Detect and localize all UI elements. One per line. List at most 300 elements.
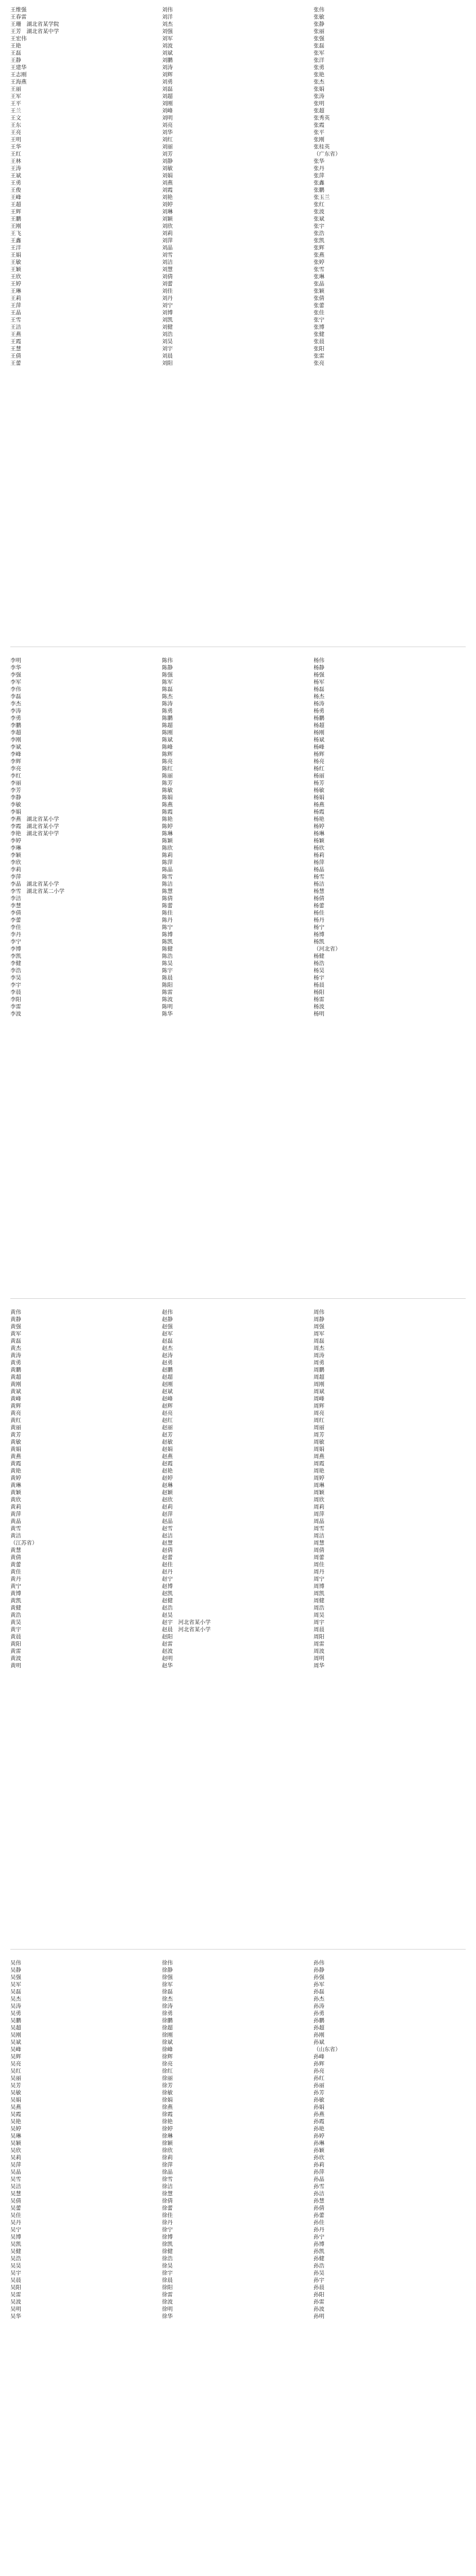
name-entry: 李慧: [10, 903, 21, 909]
name-entry: 张琳: [314, 274, 324, 280]
name-entry: 杨娟: [314, 794, 324, 801]
name-entry: 周佳: [314, 1562, 324, 1568]
name-entry: 孙丹: [314, 2227, 324, 2233]
name-entry: 杨明: [314, 1011, 324, 1017]
name-entry: 王洁: [10, 324, 21, 330]
name-entry: 孙明: [314, 2313, 324, 2319]
name-entry: 赵娟: [162, 1446, 173, 1452]
name-entry: 陈洁: [162, 881, 173, 887]
name-entry: 徐勇: [162, 2010, 173, 2016]
name-entry: 陈琳: [162, 831, 173, 837]
name-entry: 陈涛: [162, 701, 173, 707]
name-entry: 徐伟: [162, 1960, 173, 1966]
name-entry: 孙婷: [314, 2133, 324, 2139]
name-entry: 黄丽: [10, 1425, 21, 1431]
name-entry: 陈佳: [162, 910, 173, 916]
name-entry: 杨军: [314, 679, 324, 685]
name-entry: 王艳: [10, 43, 21, 49]
name-entry: 杨斌: [314, 737, 324, 743]
name-entry: 赵萍: [162, 1511, 173, 1517]
section-divider: [10, 1298, 466, 1299]
name-entry: 张佳: [314, 310, 324, 316]
name-entry: 孙雷: [314, 2299, 324, 2305]
name-entry: 李欣: [10, 859, 21, 866]
name-entry: 杨丽: [314, 773, 324, 779]
name-entry: 陈莉: [162, 852, 173, 858]
name-entry: 杨慧: [314, 888, 324, 894]
name-entry: 赵杰: [162, 1345, 173, 1351]
name-entry: 张鹏: [314, 187, 324, 193]
name-entry: 杨亮: [314, 758, 324, 765]
name-entry: 陈燕: [162, 802, 173, 808]
name-entry: 王林: [10, 158, 21, 164]
name-entry: 张刚: [314, 137, 324, 143]
name-entry: 孙亮: [314, 2068, 324, 2074]
name-entry: 徐艳: [162, 2119, 173, 2125]
name-entry: 徐燕: [162, 2104, 173, 2110]
name-entry: 刘琳: [162, 209, 173, 215]
name-entry: 李博: [10, 946, 21, 952]
name-entry: 徐芳: [162, 2082, 173, 2089]
name-entry: 张丽: [314, 28, 324, 35]
name-entry: 赵静: [162, 1316, 173, 1323]
name-entry: 吴阳: [10, 2284, 21, 2291]
name-entry: 张晨: [314, 338, 324, 345]
name-entry: 周宇: [314, 1619, 324, 1625]
name-entry: 吴磊: [10, 1989, 21, 1995]
name-entry: 陈波: [162, 996, 173, 1003]
name-entry: 孙艳: [314, 2126, 324, 2132]
name-entry: 吴浩: [10, 2256, 21, 2262]
name-entry: 杨艳: [314, 816, 324, 822]
name-entry: 陈宁: [162, 924, 173, 930]
name-entry: 李峰: [10, 751, 21, 757]
name-entry: 周华: [314, 1663, 324, 1669]
name-entry: 李健: [10, 960, 21, 967]
name-entry: 孙娟: [314, 2104, 324, 2110]
name-entry: 刘静: [162, 158, 173, 164]
name-entry: 黄勇: [10, 1360, 21, 1366]
name-entry: 吴华: [10, 2313, 21, 2319]
name-entry: 徐雪: [162, 2176, 173, 2182]
name-entry: 刘军: [162, 36, 173, 42]
name-entry: 杨红: [314, 766, 324, 772]
name-entry: 王燕: [10, 331, 21, 337]
name-entry: 吴刚: [10, 2032, 21, 2038]
name-entry: 赵雷: [162, 1641, 173, 1647]
name-entry: 赵明: [162, 1655, 173, 1662]
name-entry: 李磊: [10, 693, 21, 700]
name-entry: （广东省）: [314, 151, 341, 157]
name-entry: 吴伟: [10, 1960, 21, 1966]
name-entry: 王晶: [10, 310, 21, 316]
name-entry: 杨晨: [314, 982, 324, 988]
name-entry: 张红: [314, 201, 324, 208]
name-entry: 刘佳: [162, 288, 173, 294]
name-entry: 徐慧: [162, 2191, 173, 2197]
name-entry: 黄波: [10, 1655, 21, 1662]
name-entry: 陈军: [162, 679, 173, 685]
name-entry: 孙佳: [314, 2219, 324, 2226]
name-entry: 刘健: [162, 324, 173, 330]
name-entry: 陈丽: [162, 773, 173, 779]
name-entry: 黄浩: [10, 1612, 21, 1618]
name-entry: 陈慧: [162, 888, 173, 894]
name-entry: 徐娟: [162, 2097, 173, 2103]
name-entry: 孙凯: [314, 2248, 324, 2255]
name-entry: 李佳: [10, 924, 21, 930]
name-entry: 杨鹏: [314, 715, 324, 721]
name-column: [314, 1959, 465, 2320]
name-entry: 周晨: [314, 1626, 324, 1633]
name-entry: 徐刚: [162, 2032, 173, 2038]
name-entry: 张敏: [314, 14, 324, 20]
name-entry: 周宁: [314, 1576, 324, 1582]
name-entry: 刘娟: [162, 173, 173, 179]
name-entry: 李华: [10, 665, 21, 671]
name-entry: 孙浩: [314, 2263, 324, 2269]
name-entry: 吴亮: [10, 2061, 21, 2067]
name-entry: （山东省）: [314, 2046, 341, 2053]
name-entry: 刘萍: [162, 238, 173, 244]
name-entry: 周雪: [314, 1526, 324, 1532]
name-entry: 王华: [10, 144, 21, 150]
name-entry: 赵健: [162, 1598, 173, 1604]
name-entry: 李娟: [10, 809, 21, 815]
name-entry: 张明: [314, 100, 324, 107]
name-entry: 杨欣: [314, 845, 324, 851]
name-entry: 刘宁: [162, 302, 173, 309]
name-entry: 杨雪: [314, 874, 324, 880]
name-entry: 杨霞: [314, 809, 324, 815]
name-entry: 张波: [314, 209, 324, 215]
name-entry: 赵涛: [162, 1352, 173, 1359]
name-entry: 李军: [10, 679, 21, 685]
name-entry: 黄慧: [10, 1547, 21, 1553]
name-entry: 孙军: [314, 1981, 324, 1988]
name-entry: 杨敏: [314, 787, 324, 793]
name-entry: 孙晨: [314, 2284, 324, 2291]
name-entry: 吴婷: [10, 2126, 21, 2132]
name-entry: 徐宇: [162, 2270, 173, 2276]
name-entry: 刘涛: [162, 64, 173, 71]
name-entry: 王磊: [10, 50, 21, 56]
name-entry: 徐涛: [162, 2003, 173, 2009]
name-entry: 徐斌: [162, 2039, 173, 2045]
name-entry: 赵欣: [162, 1497, 173, 1503]
name-entry: 徐琳: [162, 2133, 173, 2139]
name-entry: 陈萍: [162, 859, 173, 866]
name-entry: 黄明: [10, 1663, 21, 1669]
name-entry: 徐萍: [162, 2162, 173, 2168]
name-entry: 黄芳: [10, 1432, 21, 1438]
name-entry: 赵红: [162, 1417, 173, 1423]
name-entry: 陈刚: [162, 730, 173, 736]
name-entry: 徐佳: [162, 2212, 173, 2218]
name-entry: 刘伟: [162, 7, 173, 13]
name-entry: 吴明: [10, 2306, 21, 2312]
name-entry: 王维强: [10, 7, 27, 13]
name-entry: 黄婷: [10, 1475, 21, 1481]
name-entry: 黄洁: [10, 1533, 21, 1539]
name-entry: 孙慧: [314, 2198, 324, 2204]
name-entry: 陈晨: [162, 975, 173, 981]
name-entry: 杨阳: [314, 989, 324, 995]
name-entry: 赵芳: [162, 1432, 173, 1438]
name-entry: 周刚: [314, 1381, 324, 1387]
name-entry: 吴雷: [10, 2292, 21, 2298]
name-entry: 王飞: [10, 230, 21, 236]
name-entry: 张玉兰: [314, 194, 330, 200]
name-entry: 陈伟: [162, 657, 173, 664]
name-entry: 刘波: [162, 43, 173, 49]
name-entry: 赵慧: [162, 1540, 173, 1546]
name-entry: 孙丽: [314, 2082, 324, 2089]
name-column: [162, 1309, 314, 1669]
name-entry: 杨超: [314, 722, 324, 728]
name-entry: 陈倩: [162, 895, 173, 902]
name-column: [162, 6, 314, 367]
name-entry: 吴鹏: [10, 2018, 21, 2024]
name-entry: 刘博: [162, 310, 173, 316]
name-entry: 黄晨: [10, 1634, 21, 1640]
name-entry: 赵阳: [162, 1634, 173, 1640]
name-entry: 李雪 湖北省某二小学: [10, 888, 64, 894]
name-entry: 刘宇: [162, 346, 173, 352]
name-entry: 李杰: [10, 701, 21, 707]
name-entry: 周凯: [314, 1590, 324, 1597]
name-entry: 周琳: [314, 1482, 324, 1488]
name-entry: 吴波: [10, 2299, 21, 2305]
name-entry: 李超: [10, 730, 21, 736]
name-entry: 赵琳: [162, 1482, 173, 1488]
name-entry: 张鑫: [314, 180, 324, 186]
name-entry: 黄艳: [10, 1468, 21, 1474]
name-entry: 孙涛: [314, 2003, 324, 2009]
name-entry: 吴莉: [10, 2155, 21, 2161]
name-entry: 吴艳: [10, 2119, 21, 2125]
name-entry: 徐凯: [162, 2241, 173, 2247]
name-entry: 孙辉: [314, 2061, 324, 2067]
name-entry: 孙欣: [314, 2155, 324, 2161]
name-entry: 杨磊: [314, 686, 324, 692]
name-entry: 周莉: [314, 1504, 324, 1510]
name-entry: 陈辉: [162, 751, 173, 757]
name-entry: 赵刚: [162, 1381, 173, 1387]
name-entry: 孙超: [314, 2025, 324, 2031]
name-entry: 杨杰: [314, 693, 324, 700]
name-entry: 杨宇: [314, 975, 324, 981]
name-entry: 李蕾: [10, 917, 21, 923]
name-entry: 周慧: [314, 1540, 324, 1546]
name-entry: 陈明: [162, 1004, 173, 1010]
name-entry: 孙伟: [314, 1960, 324, 1966]
name-entry: 王超: [10, 201, 21, 208]
name-entry: 张超: [314, 108, 324, 114]
name-entry: 王军: [10, 93, 21, 99]
name-entry: 陈勇: [162, 708, 173, 714]
name-entry: 吴敏: [10, 2090, 21, 2096]
name-entry: 王辉: [10, 209, 21, 215]
name-entry: 张凯: [314, 238, 324, 244]
name-entry: 孙晶: [314, 2176, 324, 2182]
name-entry: 李辉: [10, 758, 21, 765]
name-entry: 张杰: [314, 79, 324, 85]
name-entry: 徐明: [162, 2306, 173, 2312]
name-entry: 陈霞: [162, 809, 173, 815]
name-entry: 陈蕾: [162, 903, 173, 909]
name-entry: 徐强: [162, 1974, 173, 1980]
name-entry: 刘阳: [162, 360, 173, 366]
name-entry: 李凯: [10, 953, 21, 959]
name-entry: 孙勇: [314, 2010, 324, 2016]
name-entry: 杨浩: [314, 960, 324, 967]
name-entry: 周蕾: [314, 1554, 324, 1561]
name-entry: 黄博: [10, 1590, 21, 1597]
name-entry: 李明: [10, 657, 21, 664]
name-entry: 陈鹏: [162, 715, 173, 721]
name-column: [314, 657, 465, 1018]
name-entry: 刘倩: [162, 274, 173, 280]
name-entry: 王倩: [10, 353, 21, 359]
name-entry: 王红: [10, 151, 21, 157]
name-entry: 黄宇: [10, 1626, 21, 1633]
name-entry: 陈静: [162, 665, 173, 671]
name-entry: 周敏: [314, 1439, 324, 1445]
name-entry: 吴芳: [10, 2082, 21, 2089]
name-entry: 赵莉: [162, 1504, 173, 1510]
name-entry: 李强: [10, 672, 21, 678]
name-entry: 杨丹: [314, 917, 324, 923]
name-entry: 杨健: [314, 953, 324, 959]
name-entry: 吴辉: [10, 2054, 21, 2060]
name-entry: 刘欣: [162, 223, 173, 229]
name-entry: 杨萍: [314, 859, 324, 866]
name-entry: 黄杰: [10, 1345, 21, 1351]
name-entry: 黄蕾: [10, 1562, 21, 1568]
name-entry: 刘昊: [162, 338, 173, 345]
name-entry: 张秀英: [314, 115, 330, 121]
name-entry: 张萍: [314, 173, 324, 179]
name-entry: 孙杰: [314, 1996, 324, 2002]
name-entry: 吴健: [10, 2248, 21, 2255]
name-entry: 杨昊: [314, 968, 324, 974]
name-entry: 徐波: [162, 2299, 173, 2305]
name-entry: 杨峰: [314, 744, 324, 750]
name-entry: 赵鹏: [162, 1367, 173, 1373]
name-entry: 吴勇: [10, 2010, 21, 2016]
name-entry: 周阳: [314, 1634, 324, 1640]
name-entry: 刘鹏: [162, 57, 173, 63]
name-entry: 张雪: [314, 266, 324, 273]
name-entry: 陈强: [162, 672, 173, 678]
name-entry: 刘晶: [162, 245, 173, 251]
name-entry: 王春雷: [10, 14, 27, 20]
name-entry: 王峰: [10, 194, 21, 200]
name-entry: 赵燕: [162, 1453, 173, 1460]
name-entry: 周婷: [314, 1475, 324, 1481]
name-entry: 刘磊: [162, 86, 173, 92]
name-entry: 李伟: [10, 686, 21, 692]
name-entry: 陈昊: [162, 960, 173, 967]
name-entry: 杨佳: [314, 910, 324, 916]
name-entry: 赵昊: [162, 1612, 173, 1618]
name-entry: 周倩: [314, 1547, 324, 1553]
name-entry: 张涛: [314, 93, 324, 99]
name-entry: 张平: [314, 129, 324, 135]
name-entry: 陈红: [162, 766, 173, 772]
name-entry: 李阳: [10, 996, 21, 1003]
name-entry: 周艳: [314, 1468, 324, 1474]
name-entry: 杨刚: [314, 730, 324, 736]
name-entry: 王鹏: [10, 216, 21, 222]
name-entry: 王敏: [10, 259, 21, 265]
name-entry: 杨辉: [314, 751, 324, 757]
name-entry: 黄倩: [10, 1554, 21, 1561]
name-entry: 张博: [314, 324, 324, 330]
name-entry: 吴霞: [10, 2111, 21, 2117]
name-entry: 孙宇: [314, 2277, 324, 2283]
name-entry: 张霞: [314, 122, 324, 128]
name-column: [10, 1309, 162, 1669]
name-entry: 孙波: [314, 2306, 324, 2312]
name-entry: 刘浩: [162, 331, 173, 337]
name-entry: 陈宇: [162, 968, 173, 974]
name-entry: 黄娟: [10, 1446, 21, 1452]
name-column: [10, 1959, 162, 2320]
name-entry: 张倩: [314, 295, 324, 301]
name-entry: 李刚: [10, 737, 21, 743]
name-entry: 李敏: [10, 802, 21, 808]
name-entry: 李涛: [10, 708, 21, 714]
name-entry: 王洋: [10, 245, 21, 251]
name-entry: 周健: [314, 1598, 324, 1604]
name-entry: 陈雷: [162, 989, 173, 995]
name-entry: 刘凯: [162, 317, 173, 323]
name-entry: 黄鹏: [10, 1367, 21, 1373]
name-entry: 杨蕾: [314, 903, 324, 909]
name-entry: 徐超: [162, 2025, 173, 2031]
name-entry: 刘斌: [162, 50, 173, 56]
name-entry: 孙颖: [314, 2147, 324, 2154]
name-entry: 陈晶: [162, 867, 173, 873]
name-entry: 吴晶: [10, 2169, 21, 2175]
name-entry: 陈超: [162, 722, 173, 728]
name-entry: 李琳: [10, 845, 21, 851]
name-column: [162, 657, 314, 1018]
name-entry: 孙燕: [314, 2111, 324, 2117]
name-entry: 黄健: [10, 1605, 21, 1611]
name-entry: 周霞: [314, 1461, 324, 1467]
name-entry: 陈浩: [162, 953, 173, 959]
name-entry: 刘洋: [162, 14, 173, 20]
name-entry: 刘辉: [162, 72, 173, 78]
name-entry: 徐蕾: [162, 2205, 173, 2211]
name-entry: 王娟: [10, 252, 21, 258]
name-entry: 黄霞: [10, 1461, 21, 1467]
name-entry: 黄辉: [10, 1403, 21, 1409]
name-column: [314, 6, 465, 367]
name-entry: 王雪: [10, 317, 21, 323]
name-entry: 李倩: [10, 910, 21, 916]
name-entry: 周颖: [314, 1489, 324, 1496]
name-entry: 张洋: [314, 57, 324, 63]
name-entry: 王慧: [10, 346, 21, 352]
name-entry: 杨燕: [314, 802, 324, 808]
name-column: [10, 657, 162, 1018]
name-entry: 李波: [10, 1011, 21, 1017]
name-entry: 孙强: [314, 1974, 324, 1980]
